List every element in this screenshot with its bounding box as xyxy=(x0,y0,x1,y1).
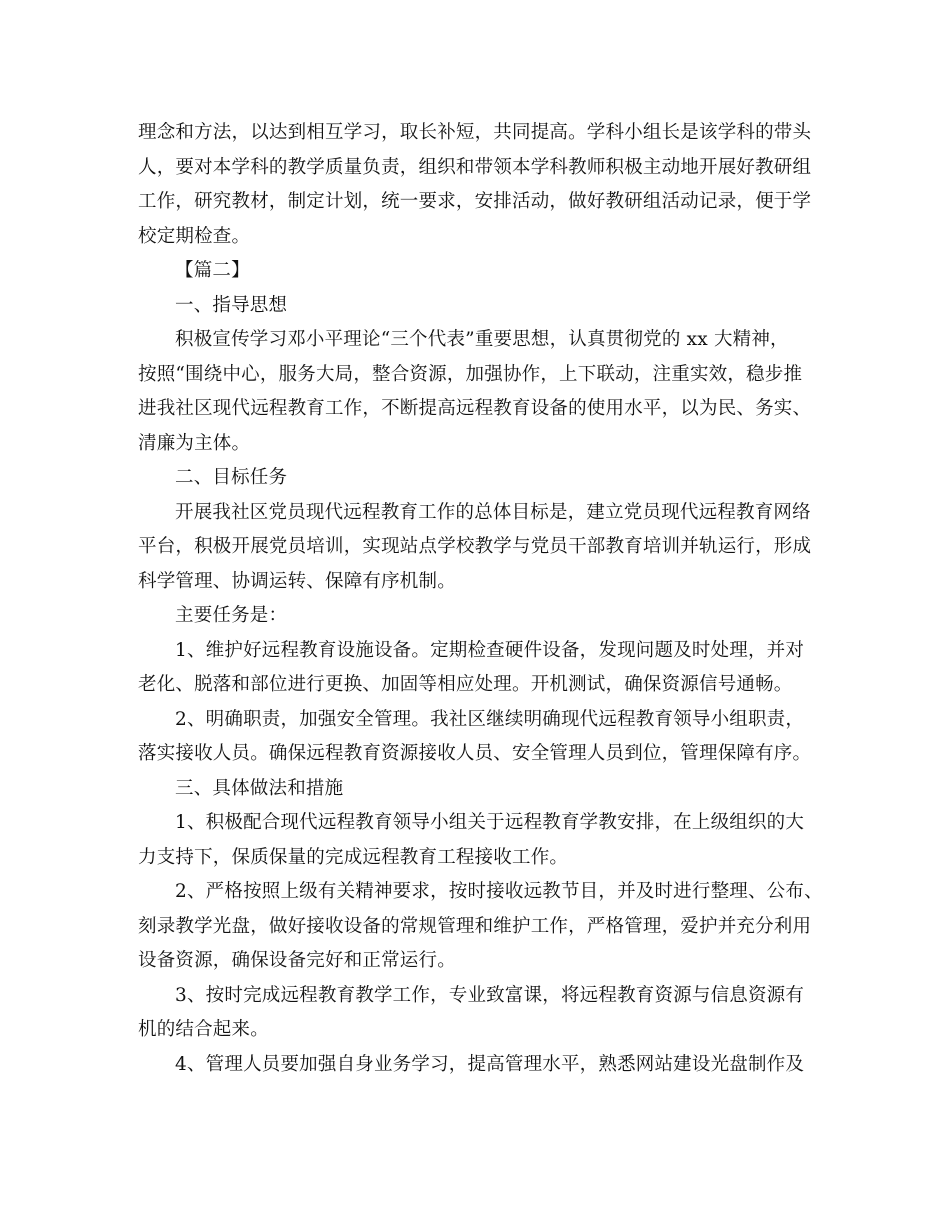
text-line: 【篇二】 xyxy=(175,260,250,281)
text-line: 工作，研究教材，制定计划，统一要求，安排活动，做好教研组活动记录，便于学 xyxy=(138,191,812,212)
text-line: 科学管理、协调运转、保障有序机制。 xyxy=(138,570,456,592)
text-line: 2、明确职责，加强安全管理。我社区继续明确现代远程教育领导小组职责， xyxy=(175,708,805,730)
text-line: 清廉为主体。 xyxy=(138,432,251,454)
text-line: 进我社区现代远程教育工作，不断提高远程教育设备的使用水平，以为民、务实、 xyxy=(138,398,812,419)
text-line: 4、管理人员要加强自身业务学习，提高管理水平，熟悉网站建设光盘制作及 xyxy=(175,1053,805,1075)
text-line: 2、严格按照上级有关精神要求，按时接收远教节目，并及时进行整理、公布、 xyxy=(175,881,823,902)
text-line: 按照“围绕中心，服务大局，整合资源，加强协作，上下联动，注重实效，稳步推 xyxy=(138,363,803,385)
text-line: 人，要对本学科的教学质量负责，组织和带领本学科教师积极主动地开展好教研组 xyxy=(138,156,812,178)
document-body xyxy=(138,116,828,1082)
text-line: 1、积极配合现代远程教育领导小组关于远程教育学教安排，在上级组织的大 xyxy=(175,812,805,833)
text-line: 校定期检查。 xyxy=(138,225,251,247)
text-line: 机的结合起来。 xyxy=(138,1019,269,1040)
text-line: 平台，积极开展党员培训，实现站点学校教学与党员干部教育培训并轨运行，形成 xyxy=(138,536,812,557)
text-line: 设备资源，确保设备完好和正常运行。 xyxy=(138,950,456,971)
text-line: 理念和方法，以达到相互学习，取长补短，共同提高。学科小组长是该学科的带头 xyxy=(138,122,812,143)
text-line: 3、按时完成远程教育教学工作，专业致富课，将远程教育资源与信息资源有 xyxy=(175,984,805,1006)
text-line: 开展我社区党员现代远程教育工作的总体目标是，建立党员现代远程教育网络 xyxy=(175,501,811,523)
text-line: 老化、脱落和部位进行更换、加固等相应处理。开机测试，确保资源信号通畅。 xyxy=(138,674,793,695)
text-line: 主要任务是： xyxy=(175,605,288,626)
text-line: 落实接收人员。确保远程教育资源接收人员、安全管理人员到位，管理保障有序。 xyxy=(138,743,812,764)
text-line: 三、具体做法和措施 xyxy=(175,777,344,799)
text-line: 一、指导思想 xyxy=(175,294,288,316)
text-line: 积极宣传学习邓小平理论“三个代表”重要思想，认真贯彻党的 xx 大精神， xyxy=(175,329,789,350)
text-line: 二、目标任务 xyxy=(175,467,288,488)
text-line: 力支持下，保质保量的完成远程教育工程接收工作。 xyxy=(138,846,569,868)
text-line: 1、维护好远程教育设施设备。定期检查硬件设备，发现问题及时处理，并对 xyxy=(175,639,805,661)
text-line: 刻录教学光盘，做好接收设备的常规管理和维护工作，严格管理，爱护并充分利用 xyxy=(138,915,812,937)
